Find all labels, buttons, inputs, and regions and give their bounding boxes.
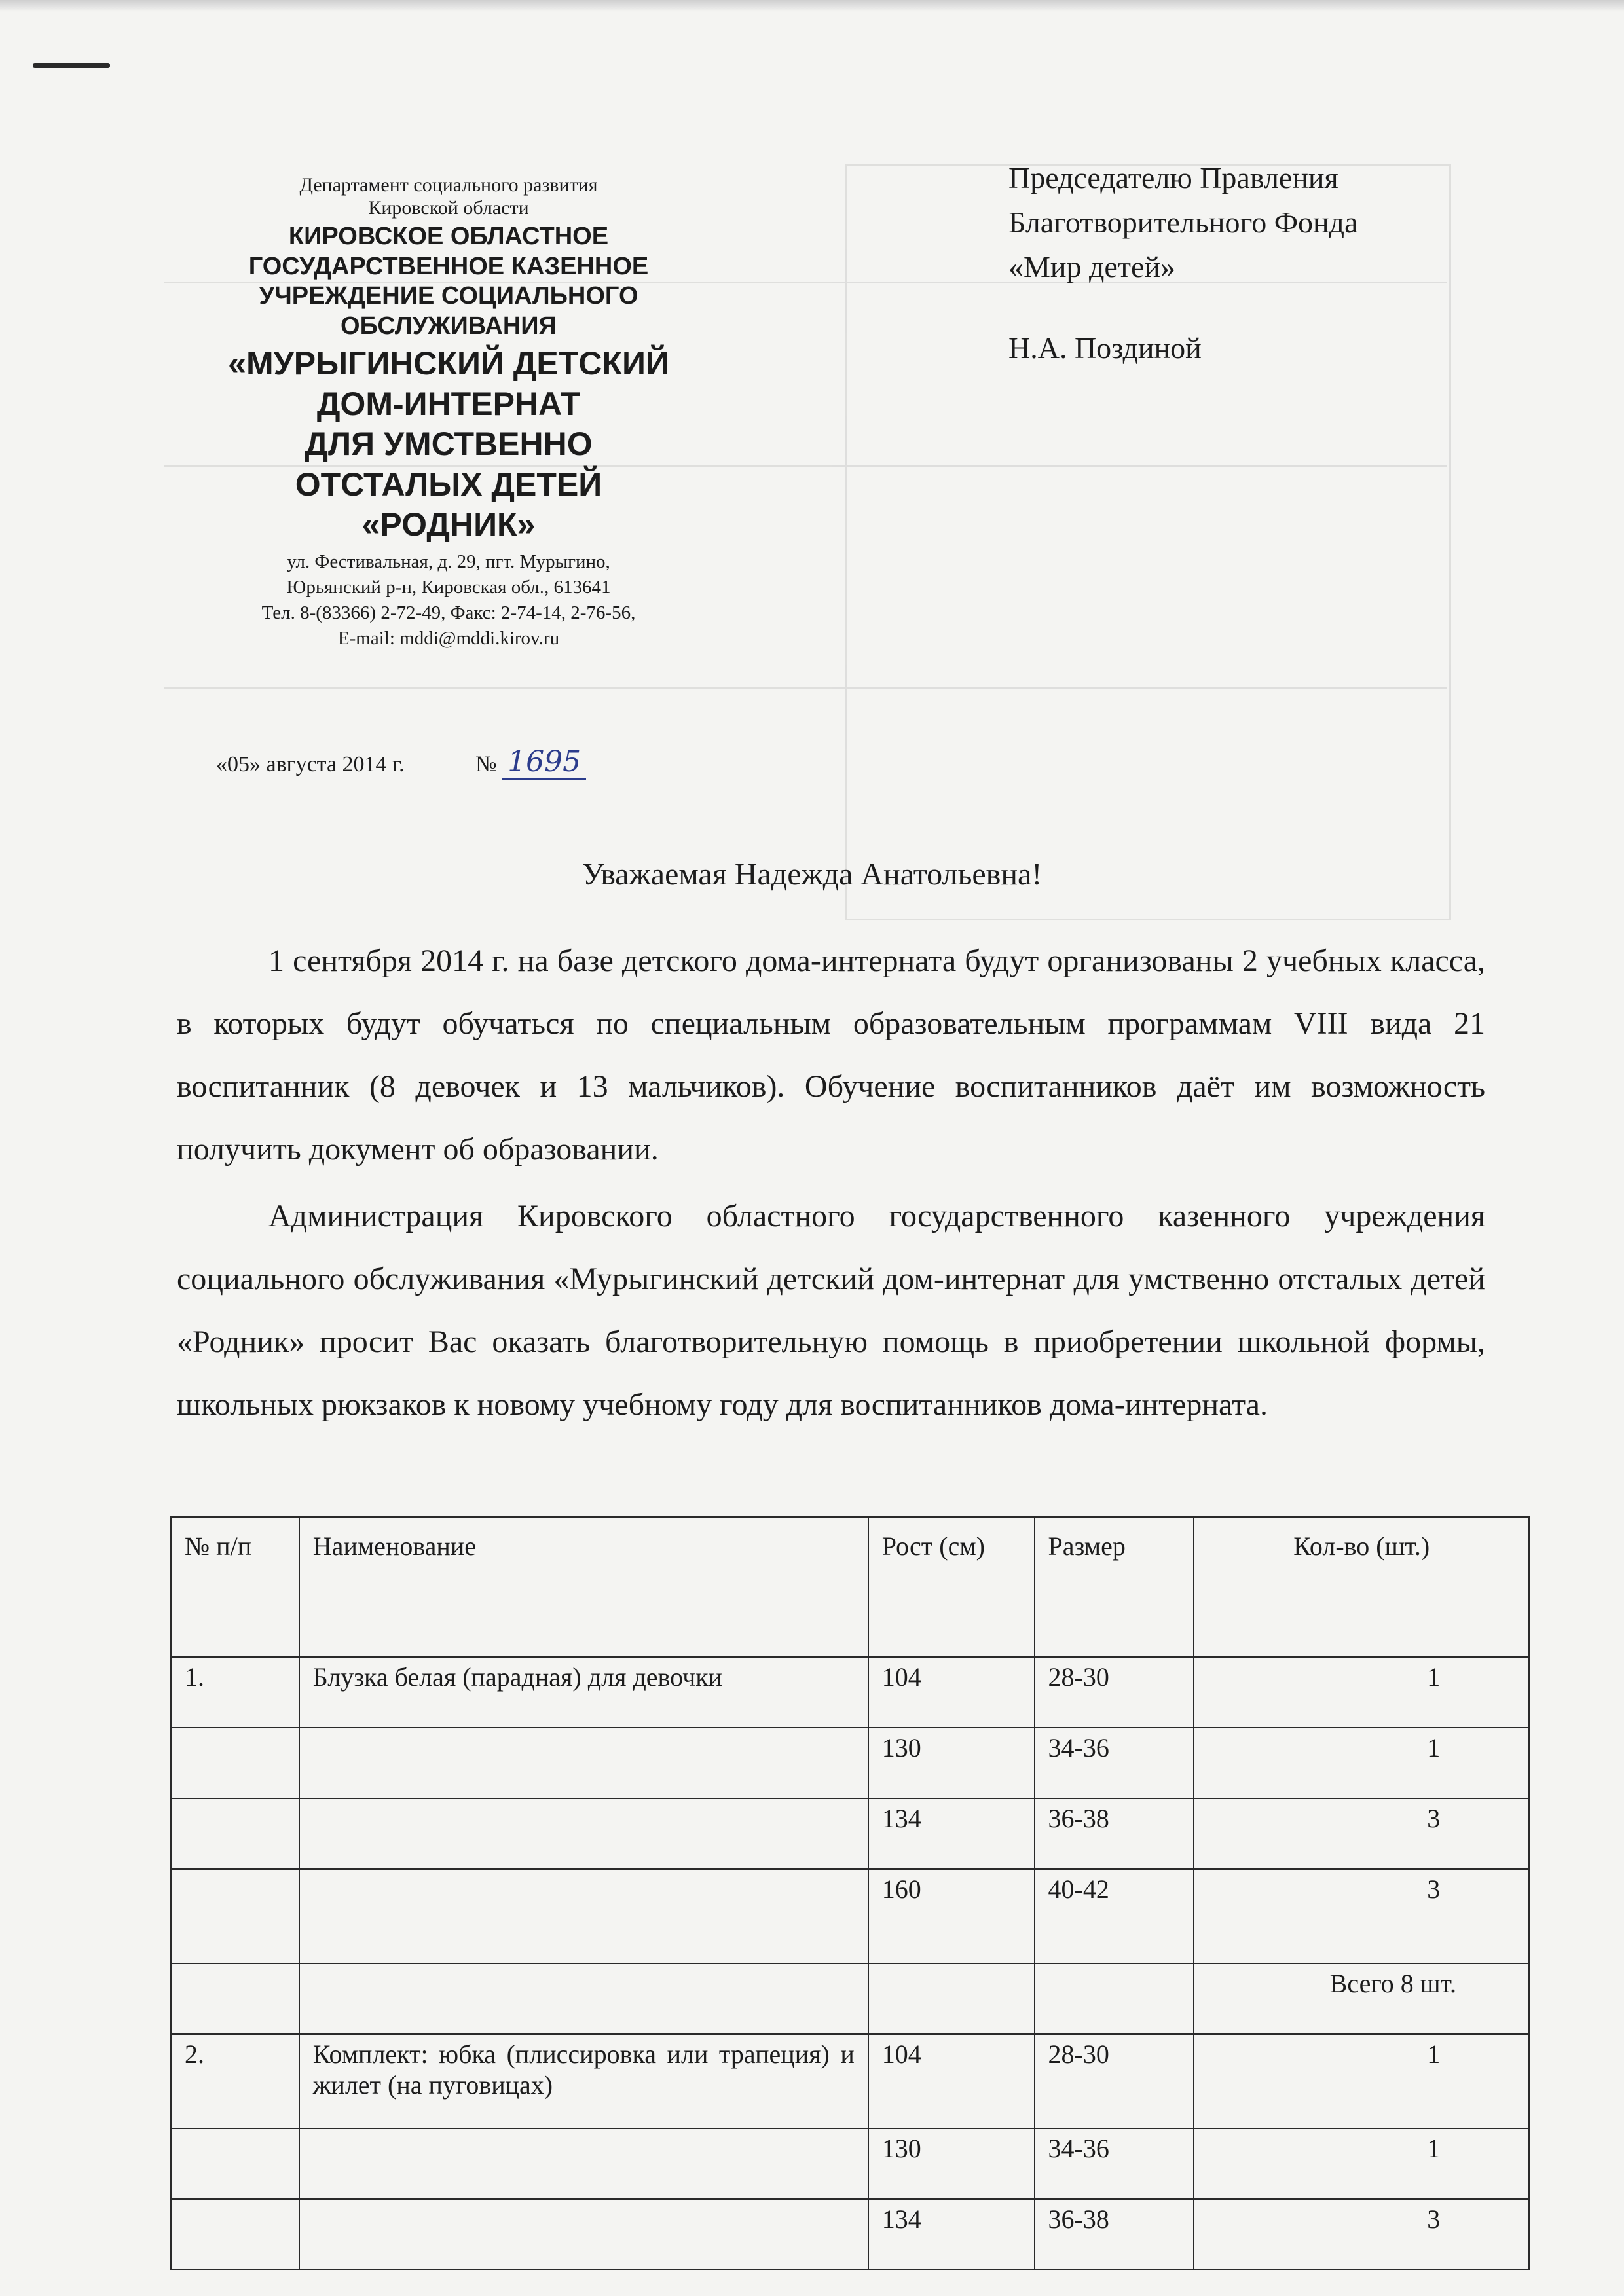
cell-size xyxy=(1035,1963,1194,2034)
inst-line: ОТСТАЛЫХ ДЕТЕЙ xyxy=(295,465,602,503)
cell-height: 134 xyxy=(868,1798,1035,1869)
table-row xyxy=(171,2199,1529,2270)
table-row xyxy=(171,1869,1529,1963)
cell-name: Блузка белая (парадная) для девочки xyxy=(299,1657,868,1728)
column-header: Кол-во (шт.) xyxy=(1194,1517,1529,1657)
cell-height: 130 xyxy=(868,2128,1035,2199)
body-paragraph: Администрация Кировского областного государственного казенного учреждения социального обслуживания «Мурыгинский детский дом-интернат для умственно отсталых детей «Родник» просит Вас оказать благотворительную помощь в приобретении школьной формы, школьных рюкзаков к новому учебному году для воспитанников дома-интерната. xyxy=(177,1199,1485,1422)
institution-name xyxy=(167,344,730,545)
inst-line: «МУРЫГИНСКИЙ ДЕТСКИЙ xyxy=(228,345,669,382)
recipient-line: Благотворительного Фонда xyxy=(1008,206,1358,240)
org-line: ГОСУДАРСТВЕННОЕ КАЗЕННОЕ xyxy=(248,252,649,280)
org-line: ОБСЛУЖИВАНИЯ xyxy=(341,312,557,340)
cell-num xyxy=(171,1728,299,1798)
address-line: ул. Фестивальная, д. 29, пгт. Мурыгино, xyxy=(287,551,610,572)
cell-num xyxy=(171,1798,299,1869)
cell-qty: 3 xyxy=(1194,1869,1529,1963)
address-block xyxy=(167,549,730,652)
cell-size: 40-42 xyxy=(1035,1869,1194,1963)
column-header: Рост (см) xyxy=(868,1517,1035,1657)
cell-name: Комплект: юбка (плиссировка или трапеция) и жилет (на пуговицах) xyxy=(299,2034,868,2128)
cell-total: Всего 8 шт. xyxy=(1194,1963,1529,2034)
cell-size: 34-36 xyxy=(1035,1728,1194,1798)
cell-qty: 3 xyxy=(1194,2199,1529,2270)
cell-num: 2. xyxy=(171,2034,299,2128)
body-paragraph: 1 сентября 2014 г. на базе детского дома-интерната будут организованы 2 учебных класса, в которых будут обучаться по специальным образовательным программам VIII вида 21 воспитанник (8 девочек и 13 мальчиков). Обучение воспитанников даёт им возможность получить документ об образовании. xyxy=(177,943,1485,1167)
cell-name xyxy=(299,1728,868,1798)
phone-line: Тел. 8-(83366) 2-72-49, Факс: 2-74-14, 2-76-56, xyxy=(261,602,636,624)
cell-size: 36-38 xyxy=(1035,2199,1194,2270)
letter-date: «05» августа 2014 г. xyxy=(216,752,405,776)
salutation: Уважаемая Надежда Анатольевна! xyxy=(581,857,1043,892)
table-row xyxy=(171,2034,1529,2128)
number-label: № xyxy=(475,752,497,776)
inst-line: ДЛЯ УМСТВЕННО xyxy=(304,426,593,463)
table-row xyxy=(171,1657,1529,1728)
cell-size: 34-36 xyxy=(1035,2128,1194,2199)
cell-size: 28-30 xyxy=(1035,2034,1194,2128)
org-line: УЧРЕЖДЕНИЕ СОЦИАЛЬНОГО xyxy=(259,282,638,310)
cell-qty: 1 xyxy=(1194,2128,1529,2199)
column-header: Наименование xyxy=(299,1517,868,1657)
corner-mark xyxy=(33,63,110,68)
cell-name xyxy=(299,1869,868,1963)
address-line: Юрьянский р-н, Кировская обл., 613641 xyxy=(286,577,611,598)
scan-edge xyxy=(0,0,1624,12)
table-row xyxy=(171,1798,1529,1869)
table-row xyxy=(171,1728,1529,1798)
cell-qty: 1 xyxy=(1194,2034,1529,2128)
cell-size: 36-38 xyxy=(1035,1798,1194,1869)
cell-height: 160 xyxy=(868,1869,1035,1963)
table-header-row xyxy=(171,1517,1529,1657)
handwritten-number: 1695 xyxy=(502,745,586,780)
inst-line: ДОМ-ИНТЕРНАТ xyxy=(316,385,581,422)
table-row-total xyxy=(171,1963,1529,2034)
sender-block xyxy=(167,174,730,651)
dept-line: Департамент социального развития xyxy=(299,174,598,196)
recipient-name: Н.А. Поздиной xyxy=(1008,331,1202,365)
cell-num xyxy=(171,2199,299,2270)
cell-num: 1. xyxy=(171,1657,299,1728)
inst-line: «РОДНИК» xyxy=(361,506,536,543)
cell-name xyxy=(299,1798,868,1869)
column-header: Размер xyxy=(1035,1517,1194,1657)
email-line: E-mail: mddi@mddi.kirov.ru xyxy=(337,628,560,649)
column-header: № п/п xyxy=(171,1517,299,1657)
cell-name xyxy=(299,1963,868,2034)
recipient-block xyxy=(1008,156,1358,371)
recipient-line: Председателю Правления xyxy=(1008,161,1338,194)
cell-qty: 3 xyxy=(1194,1798,1529,1869)
cell-height: 134 xyxy=(868,2199,1035,2270)
cell-qty: 1 xyxy=(1194,1657,1529,1728)
date-line xyxy=(216,745,586,778)
cell-num xyxy=(171,1963,299,2034)
cell-height: 104 xyxy=(868,1657,1035,1728)
items-table xyxy=(170,1516,1530,2270)
cell-size: 28-30 xyxy=(1035,1657,1194,1728)
cell-qty: 1 xyxy=(1194,1728,1529,1798)
cell-num xyxy=(171,1869,299,1963)
org-line: КИРОВСКОЕ ОБЛАСТНОЕ xyxy=(288,223,609,250)
org-name xyxy=(167,222,730,341)
cell-height: 104 xyxy=(868,2034,1035,2128)
cell-num xyxy=(171,2128,299,2199)
cell-height xyxy=(868,1963,1035,2034)
cell-name xyxy=(299,2128,868,2199)
cell-name xyxy=(299,2199,868,2270)
cell-height: 130 xyxy=(868,1728,1035,1798)
table-row xyxy=(171,2128,1529,2199)
dept-line: Кировской области xyxy=(368,196,529,219)
recipient-line: «Мир детей» xyxy=(1008,250,1175,284)
